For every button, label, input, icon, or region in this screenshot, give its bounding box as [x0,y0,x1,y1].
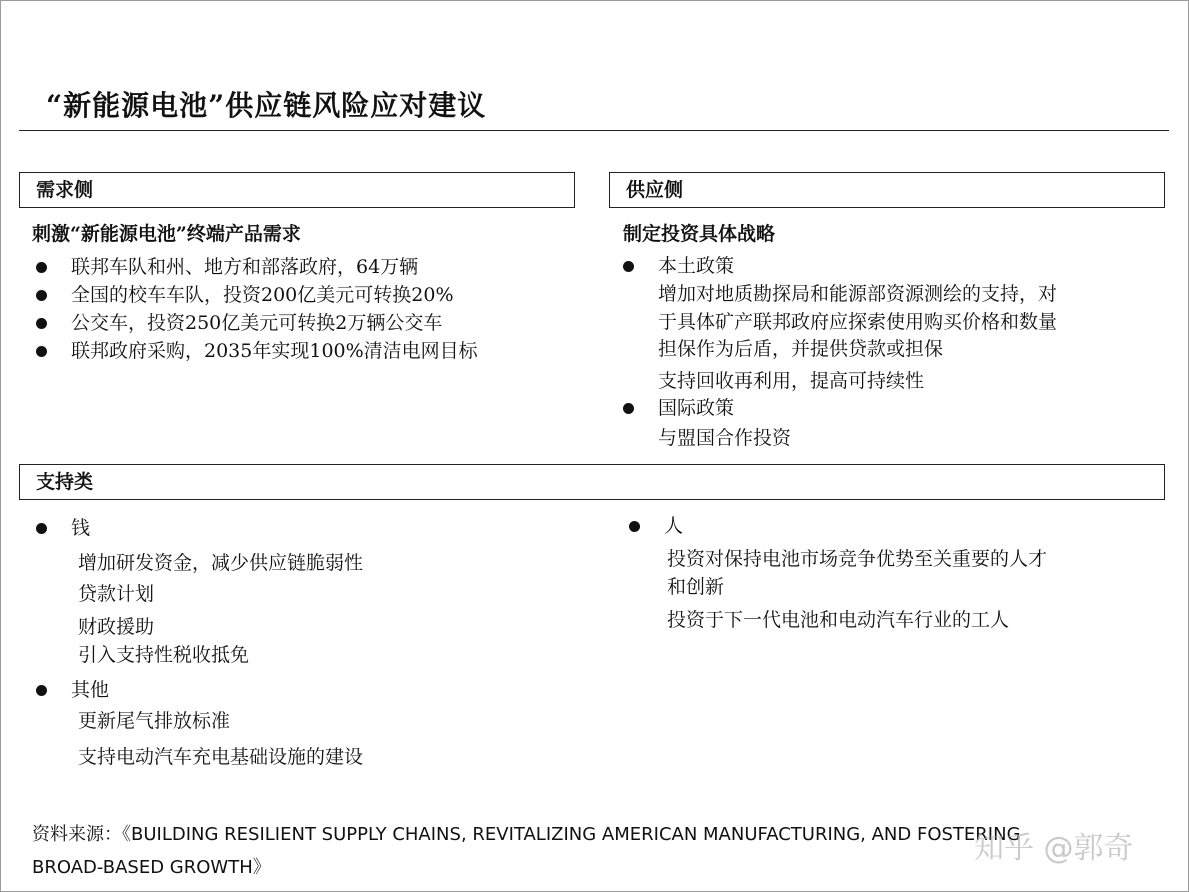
demand-bullet-text: 联邦政府采购，2035年实现100%清洁电网目标 [71,340,478,362]
bullet-dot [629,521,640,532]
support-people-line: 投资于下一代电池和电动汽车行业的工人 [667,609,1010,631]
supply-group-label: 本土政策 [658,255,735,277]
supply-domestic-line: 于具体矿产联邦政府应探索使用购买价格和数量 [658,311,1058,333]
bullet-dot [36,290,47,301]
supply-international-line: 与盟国合作投资 [658,427,792,449]
supply-group-label: 国际政策 [658,397,735,419]
demand-bullet-text: 全国的校车车队，投资200亿美元可转换20% [71,284,454,306]
page-title: “新能源电池”供应链风险应对建议 [46,89,487,122]
bullet-dot [36,346,47,357]
title-divider [19,130,1169,131]
supply-domestic-line: 支持回收再利用，提高可持续性 [658,370,925,392]
support-money-line: 财政援助 [78,616,155,638]
demand-bullet-text: 联邦车队和州、地方和部落政府，64万辆 [71,256,419,278]
support-other-line: 更新尾气排放标准 [78,710,231,732]
supply-domestic-line: 担保作为后盾，并提供贷款或担保 [658,338,944,360]
support-money-line: 引入支持性税收抵免 [78,644,250,666]
supply-header-box [609,172,1165,208]
demand-header: 需求侧 [36,179,94,201]
bullet-dot [36,523,47,534]
watermark: 知乎 @郭奇 [974,831,1134,866]
bullet-dot [36,685,47,696]
bullet-dot [623,403,634,414]
support-money-line: 增加研发资金，减少供应链脆弱性 [78,552,364,574]
supply-header: 供应侧 [626,179,684,201]
demand-subtitle: 刺激“新能源电池”终端产品需求 [32,223,301,245]
support-group-label: 其他 [71,679,110,701]
source-line-1: 资料来源：《BUILDING RESILIENT SUPPLY CHAINS, REVITALIZING AMERICAN MANUFACTURING, AND FOSTERING [32,824,1021,845]
support-header: 支持类 [36,471,94,493]
demand-header-box [19,172,575,208]
source-line-2: BROAD-BASED GROWTH》 [32,857,271,878]
bullet-dot [623,261,634,272]
supply-subtitle: 制定投资具体战略 [623,223,776,245]
support-group-label: 人 [664,515,684,537]
support-group-label: 钱 [71,517,91,539]
support-other-line: 支持电动汽车充电基础设施的建设 [78,746,364,768]
supply-domestic-line: 增加对地质勘探局和能源部资源测绘的支持，对 [658,283,1058,305]
support-people-line: 投资对保持电池市场竞争优势至关重要的人才 [667,548,1048,570]
support-people-line: 和创新 [667,576,725,598]
demand-bullet-text: 公交车，投资250亿美元可转换2万辆公交车 [71,312,443,334]
bullet-dot [36,318,47,329]
support-money-line: 贷款计划 [78,583,155,605]
support-header-box [19,464,1165,500]
bullet-dot [36,262,47,273]
